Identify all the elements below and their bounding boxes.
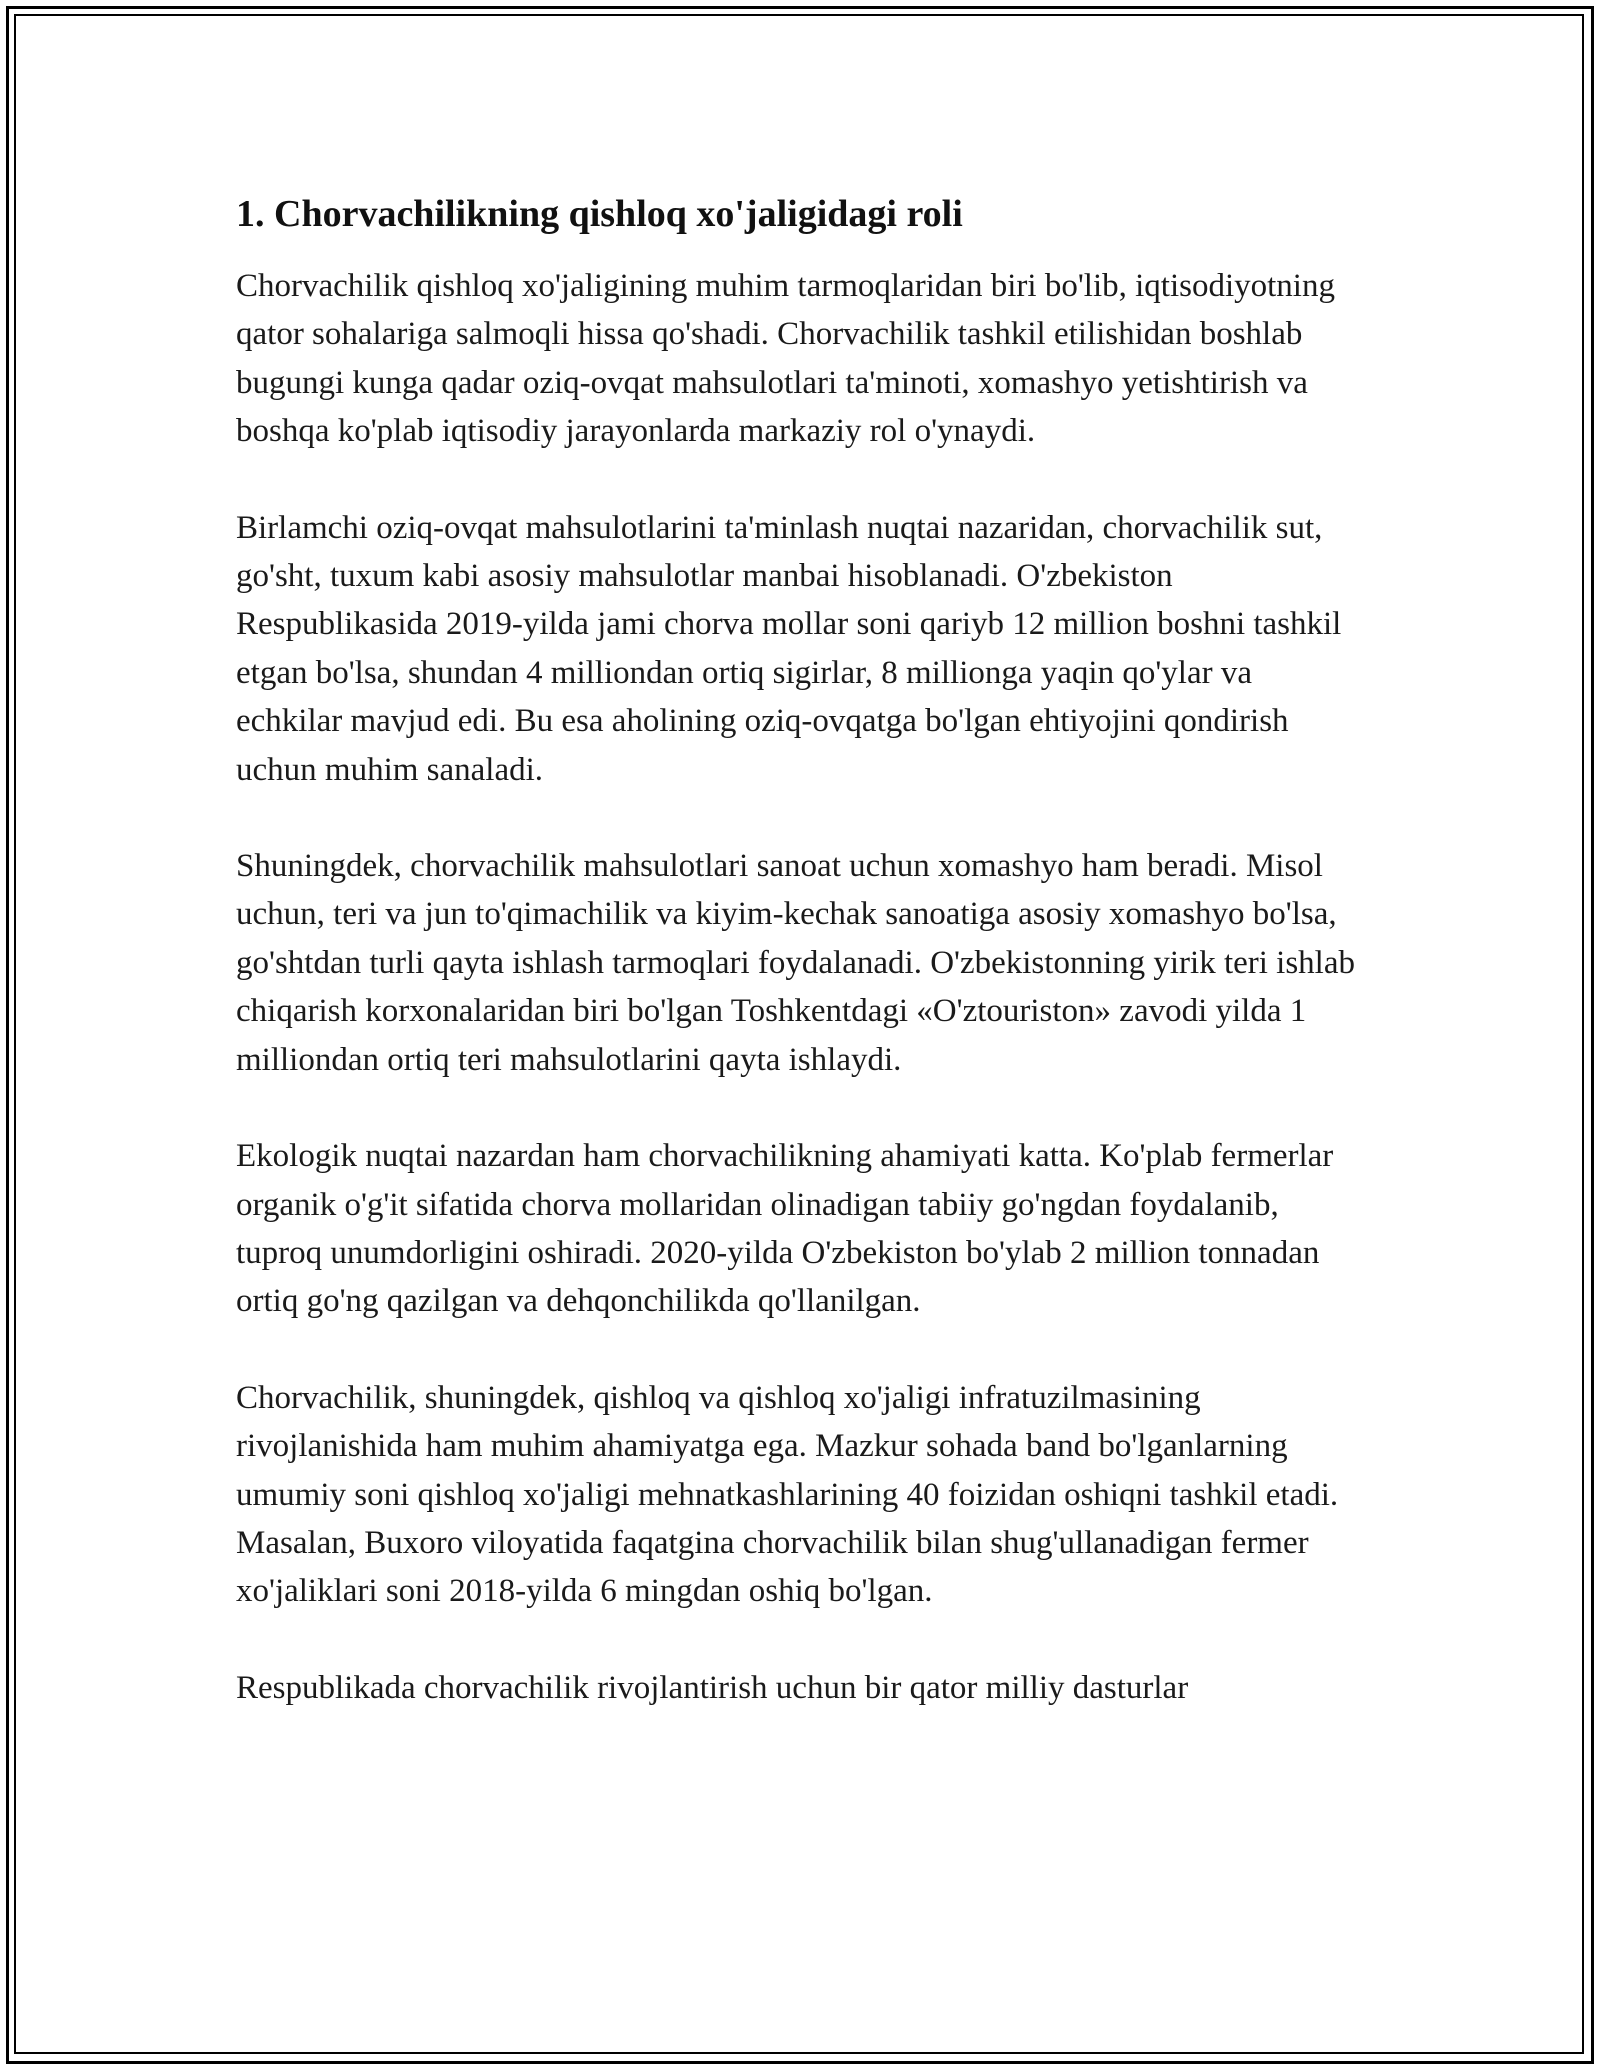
document-body	[236, 186, 1366, 1760]
paragraph-3: Shuningdek, chorvachilik mahsulotlari sanoat uchun xomashyo ham beradi. Misol uchun, teri va jun to'qimachilik va kiyim-kechak sanoatiga asosiy xomashyo bo'lsa, go'shtdan turli qayta ishlash tarmoqlari foydalanadi. O'zbekistonning yirik teri ishlab chiqarish korxonalaridan biri bo'lgan Toshkentdagi «O'ztouriston» zavodi yilda 1 milliondan ortiq teri mahsulotlarini qayta ishlaydi.	[236, 848, 1355, 1078]
paragraph-1: Chorvachilik qishloq xo'jaligining muhim tarmoqlaridan biri bo'lib, iqtisodiyotning qator sohalariga salmoqli hissa qo'shadi. Chorvachilik tashkil etilishidan boshlab bugungi kunga qadar oziq-ovqat mahsulotlari ta'minoti, xomashyo yetishtirish va boshqa ko'plab iqtisodiy jarayonlarda markaziy rol o'ynaydi.	[236, 268, 1335, 450]
paragraph-6: Respublikada chorvachilik rivojlantirish uchun bir qator milliy dasturlar	[236, 1669, 1189, 1706]
paragraph-5: Chorvachilik, shuningdek, qishloq va qishloq xo'jaligi infratuzilmasining rivojlanishida ham muhim ahamiyatga ega. Mazkur sohada band bo'lganlarning umumiy soni qishloq xo'jaligi mehnatkashlarining 40 foizidan oshiqni tashkil etadi. Masalan, Buxoro viloyatida faqatgina chorvachilik bilan shug'ullanadigan fermer xo'jaliklari soni 2018-yilda 6 mingdan oshiq bo'lgan.	[236, 1379, 1339, 1610]
paragraph-2: Birlamchi oziq-ovqat mahsulotlarini ta'minlash nuqtai nazaridan, chorvachilik sut, go'sht, tuxum kabi asosiy mahsulotlar manbai hisoblanadi. O'zbekiston Respublikasida 2019-yilda jami chorva mollar soni qariyb 12 million boshni tashkil etgan bo'lsa, shundan 4 milliondan ortiq sigirlar, 8 millionga yaqin qo'ylar va echkilar mavjud edi. Bu esa aholining oziq-ovqatga bo'lgan ehtiyojini qondirish uchun muhim sanaladi.	[236, 509, 1342, 788]
paragraph-4: Ekologik nuqtai nazardan ham chorvachilikning ahamiyati katta. Ko'plab fermerlar organik o'g'it sifatida chorva mollaridan olinadigan tabiiy go'ngdan foydalanib, tuproq unumdorligini oshiradi. 2020-yilda O'zbekiston bo'ylab 2 million tonnadan ortiq go'ng qazilgan va dehqonchilikda qo'llanilgan.	[236, 1138, 1334, 1320]
section-heading: 1. Chorvachilikning qishloq xo'jaligidagi roli	[236, 193, 963, 235]
